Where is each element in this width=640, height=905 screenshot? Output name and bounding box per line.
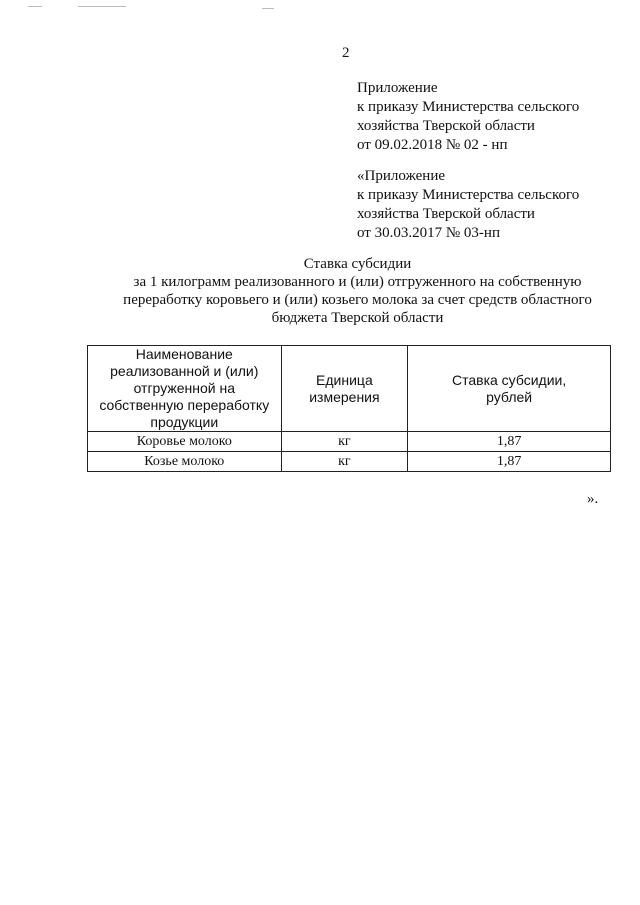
title-line: Ставка субсидии bbox=[303, 256, 412, 272]
annex-line: хозяйства Тверской области bbox=[357, 118, 535, 134]
header-product-name: Наименование реализованной и (или) отгруженной на собственную переработку продукции bbox=[88, 346, 282, 432]
page-number: 2 bbox=[342, 45, 350, 61]
annex-previous-order bbox=[357, 167, 579, 243]
annex-line: от 30.03.2017 № 03-нп bbox=[357, 225, 500, 241]
cell-unit: кг bbox=[281, 452, 408, 472]
annex-line: от 09.02.2018 № 02 - нп bbox=[357, 137, 508, 153]
table-row bbox=[88, 452, 611, 472]
annex-line: «Приложение bbox=[357, 168, 446, 184]
cell-unit: кг bbox=[281, 432, 408, 452]
scan-artifact bbox=[262, 8, 274, 9]
scan-artifact bbox=[28, 6, 42, 7]
document-title bbox=[90, 255, 625, 327]
annex-line: к приказу Министерства сельского bbox=[357, 187, 580, 203]
annex-line: Приложение bbox=[357, 80, 438, 96]
closing-quote: ». bbox=[587, 491, 599, 507]
annex-current-order bbox=[357, 79, 579, 155]
table-header-row bbox=[88, 346, 611, 432]
subsidy-rate-table bbox=[87, 345, 611, 472]
cell-rate: 1,87 bbox=[408, 432, 611, 452]
cell-product-name: Козье молоко bbox=[88, 452, 282, 472]
header-unit: Единица измерения bbox=[281, 346, 408, 432]
annex-line: хозяйства Тверской области bbox=[357, 206, 535, 222]
header-rate: Ставка субсидии, рублей bbox=[408, 346, 611, 432]
annex-line: к приказу Министерства сельского bbox=[357, 99, 580, 115]
title-line: за 1 килограмм реализованного и (или) отгруженного на собственную bbox=[133, 274, 582, 290]
title-line: бюджета Тверской области bbox=[271, 310, 444, 326]
table-row bbox=[88, 432, 611, 452]
scan-artifact bbox=[78, 6, 126, 7]
title-line: переработку коровьего и (или) козьего молока за счет средств областного bbox=[123, 292, 592, 308]
cell-product-name: Коровье молоко bbox=[88, 432, 282, 452]
cell-rate: 1,87 bbox=[408, 452, 611, 472]
